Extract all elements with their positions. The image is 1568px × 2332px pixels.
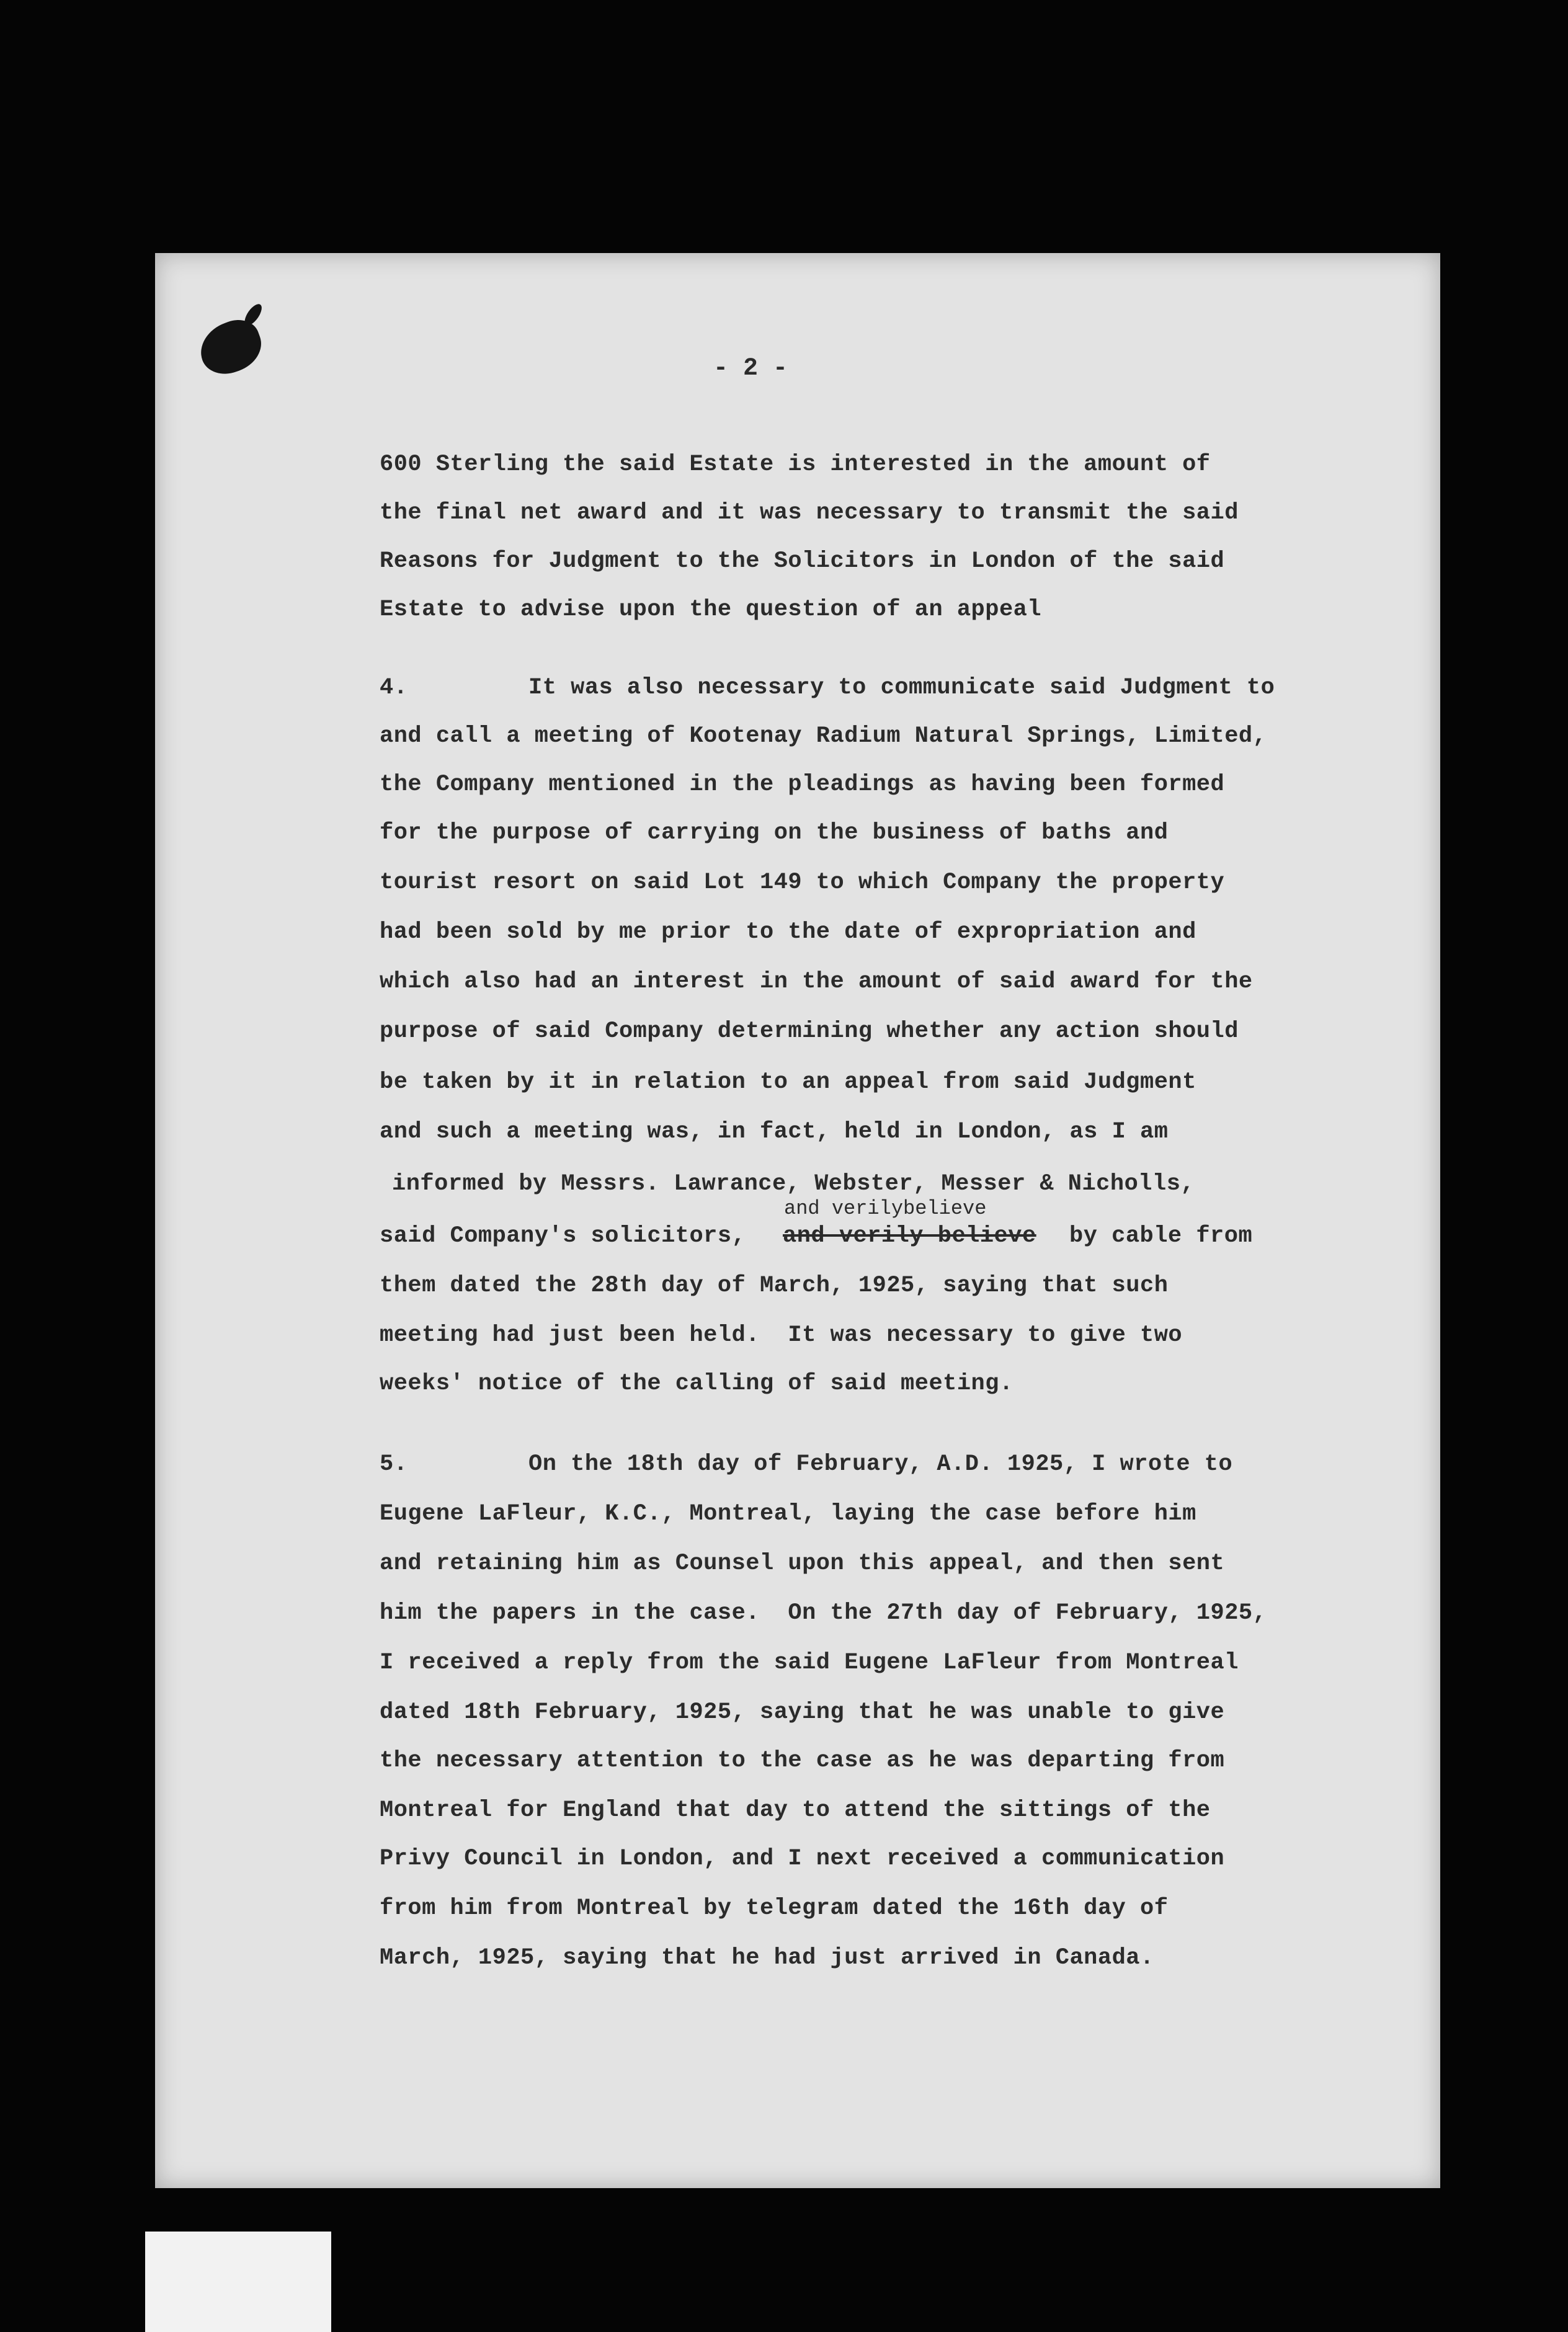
text-line: Eugene LaFleur, K.C., Montreal, laying the case before him [380, 1501, 1196, 1527]
text-line: and retaining him as Counsel upon this appeal, and then sent [380, 1551, 1225, 1577]
page-number: - 2 - [713, 355, 788, 383]
text-line: March, 1925, saying that he had just arrived in Canada. [380, 1945, 1154, 1971]
text-line: purpose of said Company determining whether any action should [380, 1018, 1239, 1044]
text-line: be taken by it in relation to an appeal from said Judgment [380, 1069, 1196, 1095]
text-line: 600 Sterling the said Estate is interested in the amount of [380, 452, 1211, 478]
text-line: had been sold by me prior to the date of expropriation and [380, 919, 1196, 945]
text-line: them dated the 28th day of March, 1925, saying that such [380, 1273, 1169, 1299]
text-line: Reasons for Judgment to the Solicitors in London of the said [380, 548, 1225, 574]
inserted-text: and verilybelieve [784, 1197, 987, 1220]
text-line: weeks' notice of the calling of said meeting. [380, 1371, 1013, 1397]
text-line: On the 18th day of February, A.D. 1925, I wrote to [528, 1451, 1233, 1477]
text-line: for the purpose of carrying on the business of baths and [380, 820, 1169, 846]
text-line: dated 18th February, 1925, saying that he was unable to give [380, 1699, 1225, 1725]
text-line: the Company mentioned in the pleadings as having been formed [380, 772, 1225, 798]
text-line: tourist resort on said Lot 149 to which Company the property [380, 870, 1225, 896]
text-line: by cable from [1069, 1223, 1253, 1249]
paragraph-number: 4. [380, 675, 408, 701]
text-line: which also had an interest in the amount of said award for the [380, 969, 1253, 995]
white-tab [145, 2232, 331, 2332]
paragraph-number: 5. [380, 1451, 408, 1477]
text-line: him the papers in the case. On the 27th day of February, 1925, [380, 1600, 1267, 1626]
text-line: I received a reply from the said Eugene LaFleur from Montreal [380, 1650, 1239, 1676]
text-line: the necessary attention to the case as he was departing from [380, 1748, 1225, 1774]
text-line: Estate to advise upon the question of an appeal [380, 597, 1042, 623]
text-line: and call a meeting of Kootenay Radium Natural Springs, Limited, [380, 723, 1267, 749]
text-line: meeting had just been held. It was necessary to give two [380, 1322, 1183, 1348]
text-line: the final net award and it was necessary to transmit the said [380, 500, 1239, 526]
text-line: informed by Messrs. Lawrance, Webster, Messer & Nicholls, [392, 1171, 1195, 1197]
text-line: said Company's solicitors, [380, 1223, 746, 1249]
struck-text: and verily believe [783, 1223, 1036, 1249]
text-line: and such a meeting was, in fact, held in London, as I am [380, 1119, 1169, 1145]
text-line: Privy Council in London, and I next received a communication [380, 1846, 1225, 1872]
text-line: from him from Montreal by telegram dated the 16th day of [380, 1895, 1169, 1921]
text-line: It was also necessary to communicate said Judgment to [528, 675, 1275, 701]
text-line: Montreal for England that day to attend the sittings of the [380, 1797, 1211, 1823]
